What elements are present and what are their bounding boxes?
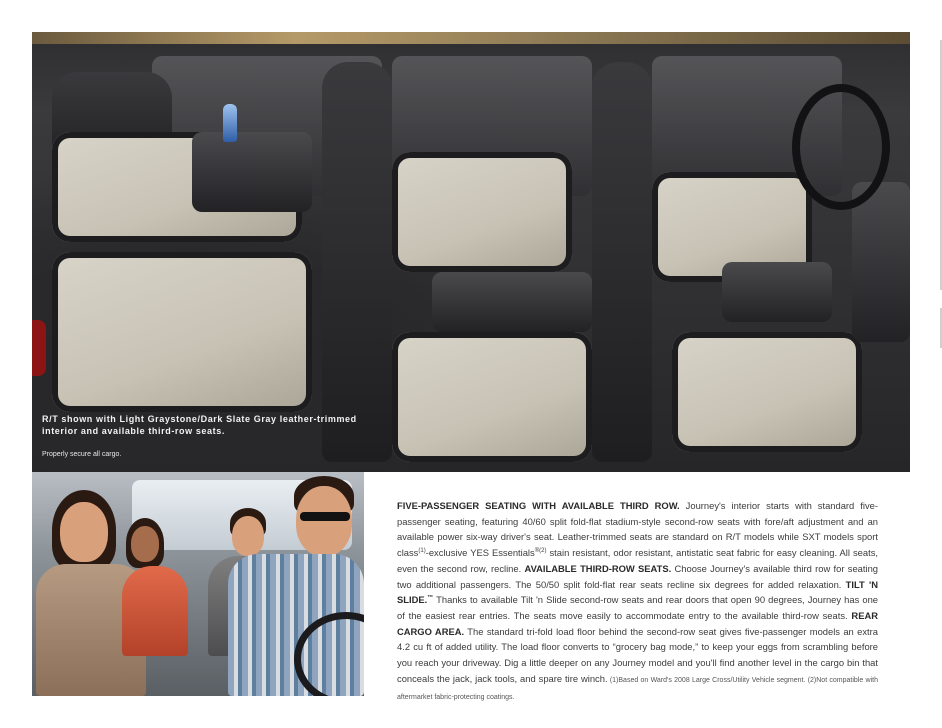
paragraph-rear-cargo: The standard tri-fold load floor behind the second-row seat gives five-passenger models an extra 4.2 cu ft of added utility. The load floor converts to “grocery bag mode,” to keep your eggs from scrambling before you reach your driveway. Dig a little deeper on any Journey model and you'll find another level in the cargo bin that conceals the jack, jack tools, and spare tire winch. [397, 625, 878, 684]
second-row-seat-upper [392, 152, 572, 272]
sunglasses-icon [300, 512, 350, 521]
heading-third-row: AVAILABLE THIRD-ROW SEATS. [524, 562, 672, 574]
heading-five-passenger: FIVE-PASSENGER SEATING WITH AVAILABLE THIRD ROW. [397, 500, 680, 511]
heading-tilt-n-slide: TILT 'N SLIDE. [397, 578, 878, 606]
seating-description [397, 498, 878, 706]
second-row-seatback [322, 62, 392, 462]
footnote-2: (2)Not compatible with aftermarket fabric-protecting coatings. [397, 676, 878, 702]
passengers-photo [32, 472, 364, 696]
driver-seat [672, 332, 862, 452]
heading-rear-cargo: REAR CARGO AREA. [397, 609, 878, 637]
water-bottle [223, 104, 237, 142]
red-seat-accent [32, 320, 46, 376]
interior-overhead-photo [32, 32, 910, 472]
trademark-mark: ™ [427, 595, 434, 602]
paragraph-five-passenger-a: Journey's interior starts with standard five-passenger seating, featuring 40/60 split fold-flat stadium-style second-row seats with fore/aft adjustment and an available power six-way driver's seat. Leather-trimmed seats are standard on R/T models while SXT models sport class [397, 500, 878, 559]
superscript-2: ®(2) [534, 547, 547, 554]
footnote-1: (1)Based on Ward's 2008 Large Cross/Utility Vehicle segment. [607, 676, 806, 684]
cargo-note: Properly secure all cargo. [42, 451, 122, 458]
dashboard-controls [852, 182, 910, 342]
front-row-seatback [592, 62, 652, 462]
paragraph-five-passenger-c: stain resistant, odor resistant, antistatic seat fabric for easy cleaning. All seats, even the second row, recline. [397, 547, 878, 574]
second-row-seat-lower [392, 332, 592, 462]
cargo-console [192, 132, 312, 212]
paragraph-third-row: Choose Journey's available third row for seating two additional passengers. The 50/50 split fold-flat rear seats recline six degrees for added relaxation. [397, 562, 878, 590]
paragraph-tilt-n-slide: Thanks to available Tilt 'n Slide second-row seats and rear doors that open 90 degrees, Journey has one of the easiest rear entries. The seats move easily to accommodate entry to the available third-row seats. [397, 594, 878, 621]
center-console [722, 262, 832, 322]
second-row-armrest [432, 272, 592, 332]
photo-caption: R/T shown with Light Graystone/Dark Slate Gray leather-trimmed interior and available third-row seats. [42, 414, 357, 436]
steering-wheel [792, 84, 890, 210]
roof-window-strip [32, 32, 910, 44]
third-row-seat-lower [52, 252, 312, 412]
superscript-1: (1) [418, 547, 426, 554]
paragraph-five-passenger-b: -exclusive YES Essentials [425, 547, 535, 559]
